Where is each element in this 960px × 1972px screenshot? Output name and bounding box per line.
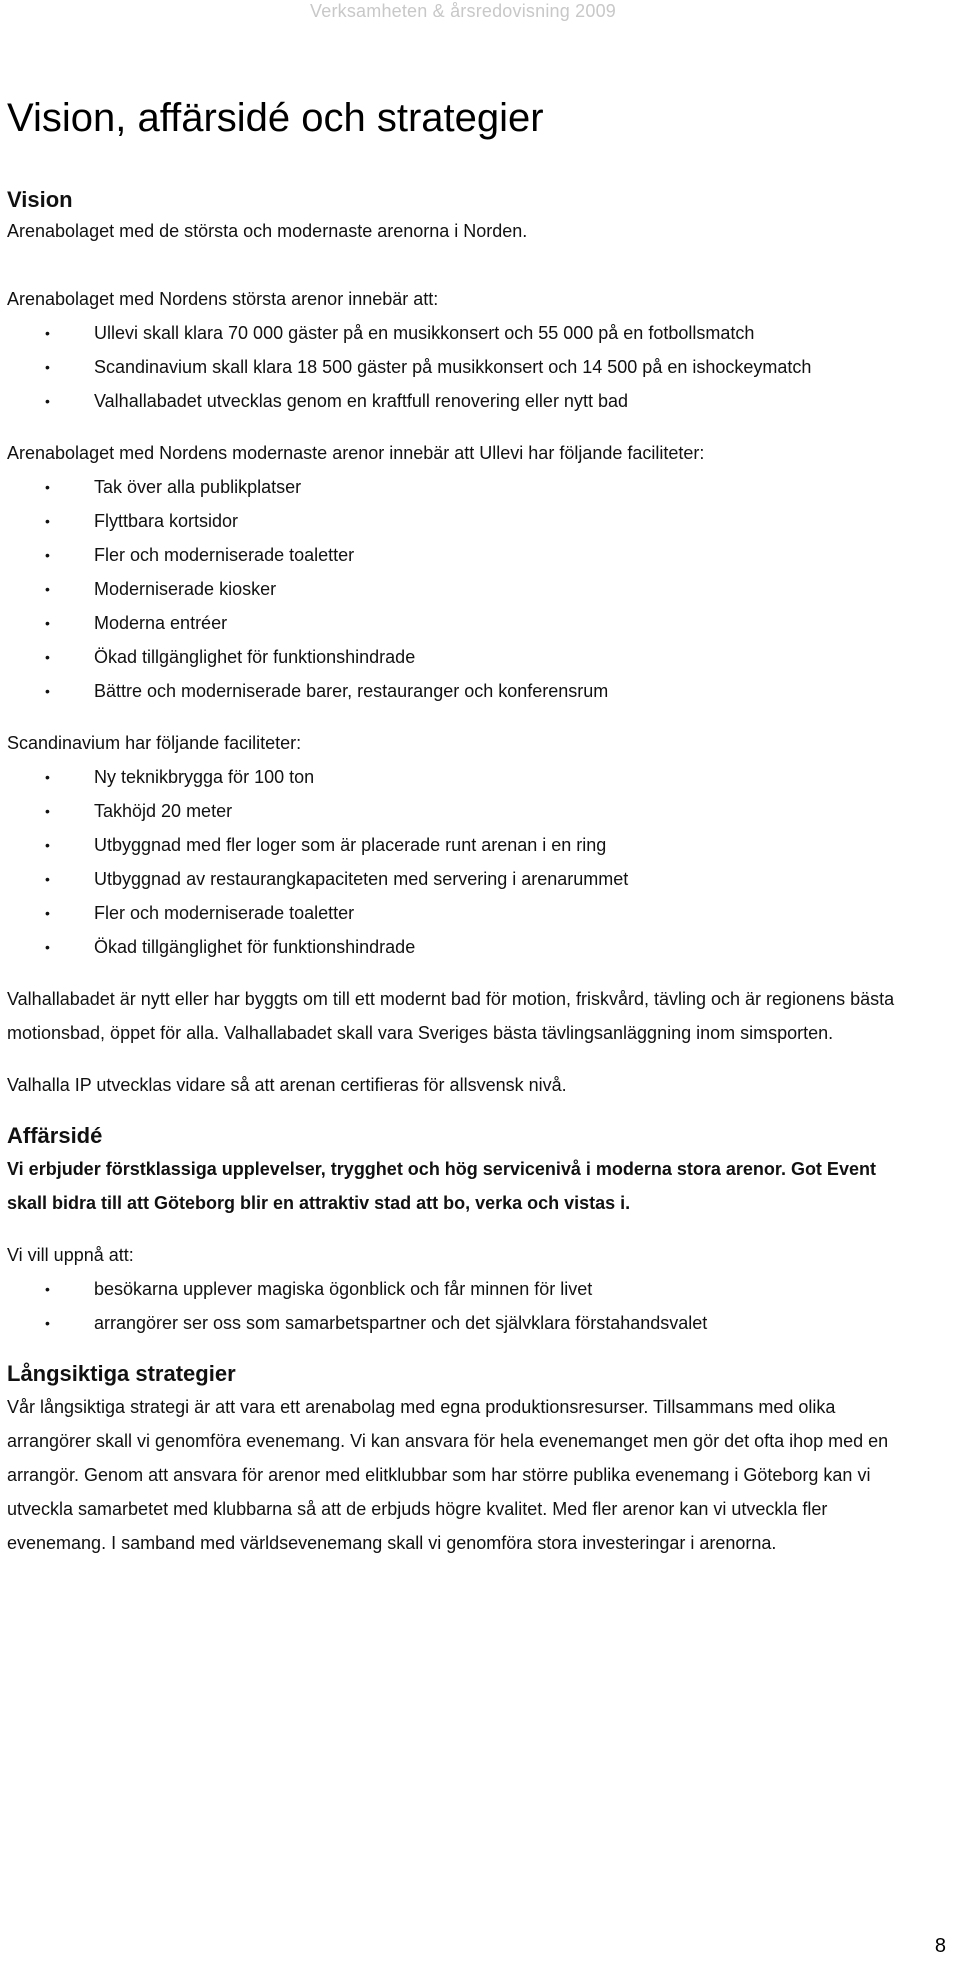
list-item: • Moderna entréer [7, 606, 907, 640]
list-item: • Fler och moderniserade toaletter [7, 538, 907, 572]
list-item: • Flyttbara kortsidor [7, 504, 907, 538]
list-item: • Valhallabadet utvecklas genom en kraftfull renovering eller nytt bad [7, 384, 907, 418]
list-item: • Utbyggnad med fler loger som är placerade runt arenan i en ring [7, 828, 907, 862]
ullevi-facilities-list [7, 470, 907, 708]
scandinavium-facilities-intro: Scandinavium har följande faciliteter: [7, 733, 302, 753]
list-item: • arrangörer ser oss som samarbetspartner och det självklara förstahandsvalet [7, 1306, 907, 1340]
list-item: • Utbyggnad av restaurangkapaciteten med servering i arenarummet [7, 862, 907, 896]
largest-arenas-list [7, 316, 907, 418]
valhallabadet-paragraph: Valhallabadet är nytt eller har byggts om till ett modernt bad för motion, friskvård, tävling och är regionens bästa motionsbad, öppet för alla. Valhallabadet skall vara Sveriges bästa tävlingsanläggning inom simsporten. [7, 989, 895, 1043]
business-idea-section [7, 1120, 907, 1340]
goals-list [7, 1272, 907, 1340]
valhalla-ip-paragraph: Valhalla IP utvecklas vidare så att arenan certifieras för allsvensk nivå. [7, 1075, 567, 1095]
vision-section [7, 186, 907, 1102]
ullevi-facilities-intro: Arenabolaget med Nordens modernaste arenor innebär att Ullevi har följande faciliteter: [7, 443, 705, 463]
list-item: • besökarna upplever magiska ögonblick och får minnen för livet [7, 1272, 907, 1306]
list-item: • Takhöjd 20 meter [7, 794, 907, 828]
list-item: • Ny teknikbrygga för 100 ton [7, 760, 907, 794]
running-header: Verksamheten & årsredovisning 2009 [310, 1, 616, 21]
goals-intro: Vi vill uppnå att: [7, 1245, 134, 1265]
list-item: • Ullevi skall klara 70 000 gäster på en musikkonsert och 55 000 på en fotbollsmatch [7, 316, 907, 350]
list-item: • Ökad tillgänglighet för funktionshindrade [7, 930, 907, 964]
page-content [7, 92, 907, 1560]
vision-heading: Vision [7, 187, 73, 212]
strategies-heading: Långsiktiga strategier [7, 1361, 236, 1386]
list-item: • Ökad tillgänglighet för funktionshindrade [7, 640, 907, 674]
page-title: Vision, affärsidé och strategier [7, 96, 544, 140]
list-item: • Moderniserade kiosker [7, 572, 907, 606]
list-item: • Tak över alla publikplatser [7, 470, 907, 504]
business-idea-statement: Vi erbjuder förstklassiga upplevelser, trygghet och hög servicenivå i moderna stora arenor. Got Event skall bidra till att Göteborg blir en attraktiv stad att bo, verka och vistas i. [7, 1159, 876, 1213]
list-item: • Bättre och moderniserade barer, restauranger och konferensrum [7, 674, 907, 708]
vision-statement: Arenabolaget med de största och modernaste arenorna i Norden. [7, 221, 528, 241]
strategies-paragraph: Vår långsiktiga strategi är att vara ett arenabolag med egna produktionsresurser. Tillsammans med olika arrangörer skall vi genomföra evenemang. Vi kan ansvara för hela evenemanget men gör det ofta ihop med en arrangör. Genom att ansvara för arenor med elitklubbar som har större publika evenemang i Göteborg kan vi utveckla samarbetet med klubbarna så att de erbjuds högre kvalitet. Med fler arenor kan vi utveckla fler evenemang. I samband med världsevenemang skall vi genomföra stora investeringar i arenorna. [7, 1397, 889, 1553]
strategies-section [7, 1358, 907, 1560]
business-idea-heading: Affärsidé [7, 1123, 103, 1148]
largest-arenas-intro: Arenabolaget med Nordens största arenor innebär att: [7, 289, 439, 309]
scandinavium-facilities-list [7, 760, 907, 964]
page-number: 8 [934, 1935, 946, 1957]
list-item: • Scandinavium skall klara 18 500 gäster på musikkonsert och 14 500 på en ishockeymatch [7, 350, 907, 384]
list-item: • Fler och moderniserade toaletter [7, 896, 907, 930]
